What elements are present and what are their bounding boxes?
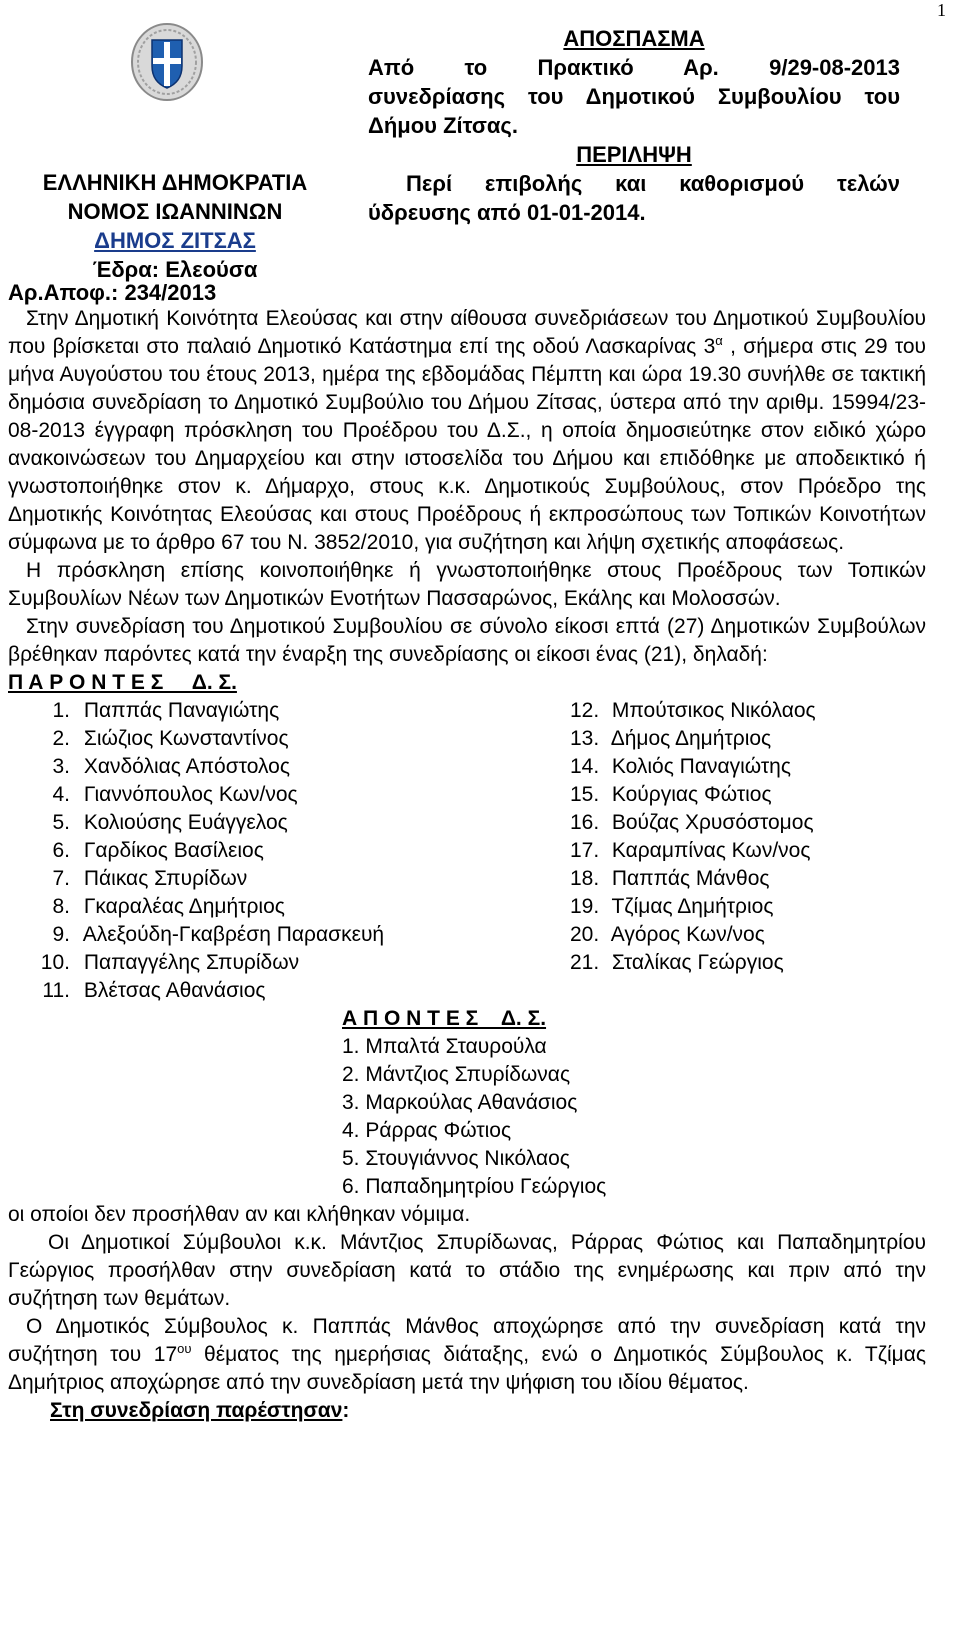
minutes-line-2: συνεδρίασης του Δημοτικού Συμβουλίου του [368, 84, 900, 109]
final-heading-line: Στη συνεδρίαση παρέστησαν: [50, 1399, 350, 1422]
absent-block [342, 1005, 902, 1201]
member-number: 3. [52, 755, 70, 778]
member-list-item [28, 753, 488, 781]
member-list-item [28, 893, 488, 921]
member-list-item [28, 781, 488, 809]
member-list-item [28, 725, 488, 753]
member-list-item [570, 893, 910, 921]
present-left-column [28, 697, 488, 1005]
member-name: Κολιούσης Ευάγγελος [83, 811, 288, 834]
member-list-item: 6. Παπαδημητρίου Γεώργιος [342, 1175, 607, 1198]
member-name: Αγόρος Κων/νος [610, 923, 765, 946]
member-name: Σταλίκας Γεώργιος [611, 951, 784, 974]
issuer-header [20, 168, 330, 284]
departures-paragraph: Ο Δημοτικός Σύμβουλος κ. Παππάς Μάνθος αποχώρησε από την συνεδρίαση κατά την συζήτηση του $17^{o\upsilon}$ θέματος της ημερήσιας διάταξης, ενώ ο Δημοτικός Σύμβουλος κ. Τζίμας Δημήτριος αποχώρησε από την συνεδρίαση μετά την ψήφιση του ιδίου θέματος. [8, 1315, 926, 1394]
member-number: 13. [570, 727, 600, 750]
absent-note: οι οποίοι δεν προσήλθαν αν και κλήθηκαν νόμιμα. [8, 1203, 471, 1226]
member-number: 20. [570, 923, 600, 946]
member-name: Καραμπίνας Κων/νος [611, 839, 811, 862]
member-number: 11. [42, 979, 70, 1002]
member-name: Γιαννόπουλος Κων/νος [83, 783, 298, 806]
member-list-item [28, 809, 488, 837]
member-name: Δήμος Δημήτριος [610, 727, 772, 750]
absent-members-list [342, 1033, 902, 1201]
member-name: Παππάς Παναγιώτης [83, 699, 280, 722]
page-number: 1 [937, 0, 946, 20]
member-list-item: 3. Μαρκούλας Αθανάσιος [342, 1091, 578, 1114]
present-heading: Π Α Ρ Ο Ν Τ Ε Σ Δ. Σ. [8, 671, 237, 694]
member-name: Βλέτσας Αθανάσιος [83, 979, 266, 1002]
member-name: Αλεξούδη-Γκαβρέση Παρασκευή [82, 923, 385, 946]
member-name: Χανδόλιας Απόστολος [83, 755, 290, 778]
member-list-item [28, 921, 488, 949]
member-number: 16. [570, 811, 600, 834]
member-name: Μπούτσικος Νικόλαος [611, 699, 816, 722]
summary-line-2: ύδρευσης από 01-01-2014. [368, 200, 646, 225]
decision-reference: Αρ.Αποφ.: 234/2013 [8, 280, 217, 305]
absent-heading: Α Π Ο Ν Τ Ε Σ Δ. Σ. [342, 1007, 547, 1030]
minutes-body [8, 305, 926, 1425]
member-name: Γκαραλέας Δημήτριος [83, 895, 285, 918]
greek-coat-of-arms-icon [130, 22, 204, 102]
member-number: 14. [570, 755, 600, 778]
member-list-item [28, 837, 488, 865]
member-name: Γαρδίκος Βασίλειος [83, 839, 264, 862]
member-list-item [570, 809, 910, 837]
member-list-item [570, 781, 910, 809]
member-number: 6. [52, 839, 70, 862]
late-arrivals-paragraph: Οι Δημοτικοί Σύμβουλοι κ.κ. Μάντζιος Σπυρίδωνας, Ράρρας Φώτιος και Παπαδημητρίου Γεώργιος προσήλθαν στην συνεδρίαση κατά το στάδιο της ενημέρωσης και πριν από την συζήτηση των θεμάτων. [8, 1231, 926, 1310]
member-list-item [570, 921, 910, 949]
member-list-item [28, 697, 488, 725]
member-name: Κούργιας Φώτιος [611, 783, 772, 806]
municipality-line: ΔΗΜΟΣ ΖΙΤΣΑΣ [94, 228, 256, 253]
extract-header [368, 24, 900, 227]
member-list-item: 4. Ράρρας Φώτιος [342, 1119, 512, 1142]
member-name: Παπαγγέλης Σπυρίδων [83, 951, 300, 974]
member-name: Παππάς Μάνθος [611, 867, 770, 890]
member-list-item [570, 865, 910, 893]
extract-title: ΑΠΟΣΠΑΣΜΑ [563, 26, 705, 51]
present-members-list [8, 697, 926, 1005]
member-number: 4. [52, 783, 70, 806]
member-number: 21. [570, 951, 600, 974]
opening-paragraph: Στην Δημοτική Κοινότητα Ελεούσας και στην αίθουσα συνεδριάσεων του Δημοτικού Συμβουλίου που βρίσκεται στο παλαιό Δημοτικό Κατάστημα επί της οδού Λασκαρίνας $3^\alpha$ , σήμερα στις 29 του μήνα Αυγούστου του έτους 2013, ημέρα της εβδομάδας Πέμπτη και ώρα 19.30 συνήλθε σε τακτική δημόσια συνεδρίαση το Δημοτικό Συμβούλιο του Δήμου Ζίτσας, ύστερα από την αριθμ. 15994/23-08-2013 έγγραφη πρόσκληση του Προέδρου του Δ.Σ., η οποία δημοσιεύτηκε στον ειδικό χώρο ανακοινώσεων του Δημαρχείου και στην ιστοσελίδα του Δήμου και επιδόθηκε με αποδεικτικό ή γνωστοποιήθηκε στον κ. Δήμαρχο, στους κ.κ. Δημοτικούς Συμβούλους, στον Πρόεδρο της Δημοτικής Κοινότητας Ελεούσας και στους Προέδρους ή εκπροσώπους των Τοπικών Κοινοτήτων σύμφωνα με το άρθρο 67 του Ν. 3852/2010, για συζήτηση και λήψη σχετικής αποφάσεως. [8, 307, 927, 554]
member-list-item [570, 753, 910, 781]
member-list-item: 5. Στουγιάννος Νικόλαος [342, 1147, 570, 1170]
member-number: 17. [570, 839, 600, 862]
member-name: Βούζας Χρυσόστομος [611, 811, 814, 834]
summary-title: ΠΕΡΙΛΗΨΗ [576, 142, 692, 167]
member-list-item [570, 837, 910, 865]
member-list-item [28, 949, 488, 977]
member-number: 2. [52, 727, 70, 750]
member-name: Σιώζιος Κωνσταντίνος [83, 727, 289, 750]
invitation-paragraph: Η πρόσκληση επίσης κοινοποιήθηκε ή γνωστοποιήθηκε στους Προέδρους των Τοπικών Συμβουλίων Νέων των Δημοτικών Ενοτήτων Πασσαρώνος, Εκάλης και Μολοσσών. [8, 559, 926, 610]
member-number: 1. [52, 699, 70, 722]
member-list-item [28, 977, 488, 1005]
member-name: Κολιός Παναγιώτης [611, 755, 791, 778]
member-number: 18. [570, 867, 600, 890]
member-name: Πάικας Σπυρίδων [83, 867, 248, 890]
member-number: 15. [570, 783, 600, 806]
member-number: 10. [40, 951, 70, 974]
member-list-item [570, 725, 910, 753]
country-line: ΕΛΛΗΝΙΚΗ ΔΗΜΟΚΡΑΤΙΑ [42, 170, 308, 195]
final-heading: Στη συνεδρίαση παρέστησαν [50, 1399, 343, 1422]
member-number: 5. [52, 811, 70, 834]
member-list-item [28, 865, 488, 893]
member-number: 12. [570, 699, 600, 722]
prefecture-line: ΝΟΜΟΣ ΙΩΑΝΝΙΝΩΝ [67, 199, 283, 224]
minutes-line-3: Δήμου Ζίτσας. [368, 113, 518, 138]
summary-line-1: Περί επιβολής και καθορισμού τελών [406, 171, 900, 196]
attendance-paragraph: Στην συνεδρίαση του Δημοτικού Συμβουλίου σε σύνολο είκοσι επτά (27) Δημοτικών Συμβούλων βρέθηκαν παρόντες κατά την έναρξη της συνεδρίασης οι είκοσι ένας (21), δηλαδή: [8, 615, 926, 666]
member-number: 7. [52, 867, 70, 890]
member-number: 19. [570, 895, 600, 918]
member-list-item [570, 697, 910, 725]
minutes-line-1: Από το Πρακτικό Αρ. 9/29-08-2013 [368, 55, 900, 80]
seat-line: Έδρα: Ελεούσα [92, 257, 258, 282]
member-list-item: 1. Μπαλτά Σταυρούλα [342, 1035, 547, 1058]
member-list-item: 2. Μάντζιος Σπυρίδωνας [342, 1063, 571, 1086]
member-number: 8. [52, 895, 70, 918]
member-list-item [570, 949, 910, 977]
member-number: 9. [52, 923, 70, 946]
present-right-column [570, 697, 910, 977]
member-name: Τζίμας Δημήτριος [611, 895, 774, 918]
